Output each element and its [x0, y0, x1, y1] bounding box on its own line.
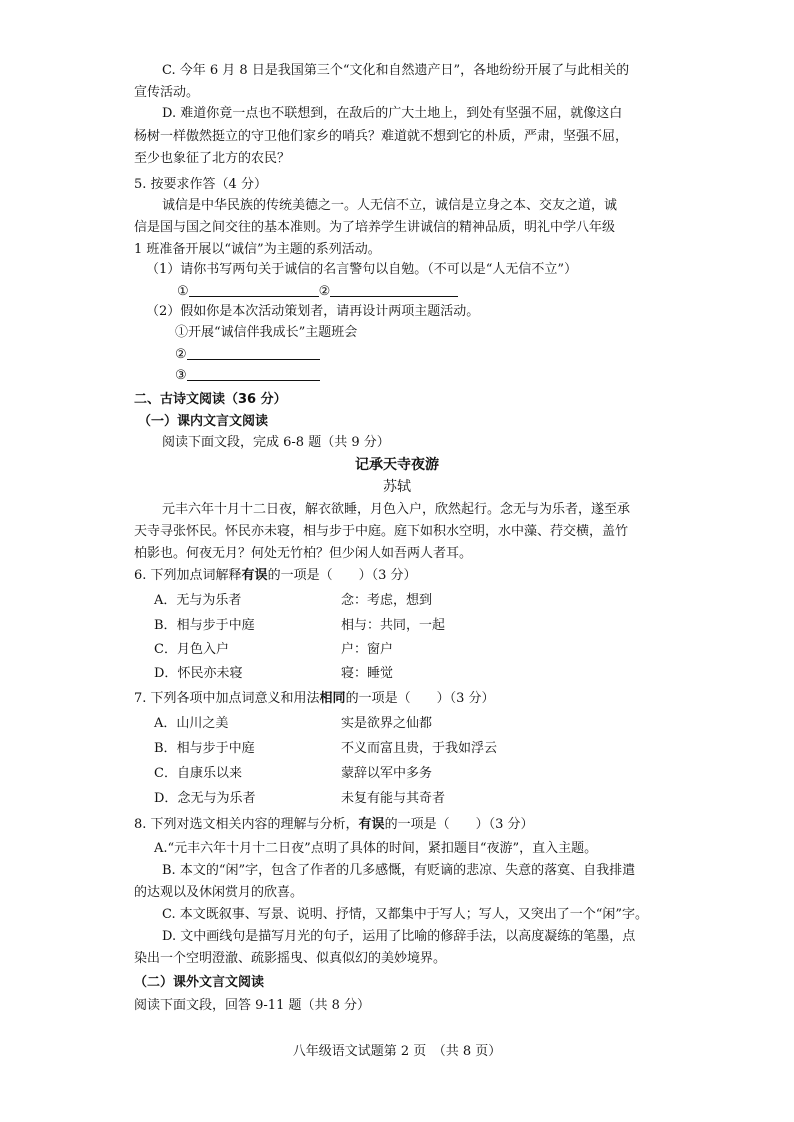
q5-passage-line2: 信是国与国之间交往的基本准则。为了培养学生讲诚信的精神品质，明礼中学八年级: [134, 220, 616, 235]
q6-option-a[interactable]: [154, 592, 241, 610]
q8-option-d-line2: 染出一个空明澄澈、疏影摇曳、似真似幻的美妙境界。: [134, 951, 447, 966]
marker-2: ②: [318, 284, 331, 299]
option-label: A．: [154, 593, 177, 608]
passage-line1: 元丰六年十月十二日夜，解衣欲睡，月色入户，欣然起行。念无与为乐者，遂至承: [162, 502, 631, 517]
q8-option-b-line1[interactable]: B. 本文的“闲”字，包含了作者的几多感慨，有贬谪的悲凉、失意的落寞、自我排遣: [162, 863, 636, 878]
option-label: C．: [154, 642, 177, 657]
passage-title: 记承天寺夜游: [355, 457, 439, 473]
q8-head-em: 有误: [358, 817, 385, 832]
q6-option-c-expl: 户：窗户: [341, 642, 394, 657]
option-phrase: 怀民亦未寝: [177, 666, 243, 681]
answer-blank-2[interactable]: [330, 282, 458, 297]
option-c-line2: 宣传活动。: [134, 85, 200, 100]
option-label: C．: [154, 766, 177, 781]
marker-3: ③: [175, 368, 187, 383]
q6-option-b[interactable]: [154, 617, 255, 635]
option-d-line1: D. 难道你竟一点也不联想到，在敌后的广大土地上，到处有坚强不屈，就像这白: [162, 106, 623, 121]
q5-passage-line1: 诚信是中华民族的传统美德之一。人无信不立，诚信是立身之本、交友之道，诚: [162, 198, 618, 213]
q7-option-d-right: 未复有能与其奇者: [341, 791, 446, 806]
option-left: 念无与为乐者: [177, 791, 256, 806]
q7-head-a: 7. 下列各项中加点词意义和用法: [134, 691, 320, 706]
q7-option-d[interactable]: [154, 790, 255, 808]
q5-sub2: （2）假如你是本次活动策划者，请再设计两项主题活动。: [146, 304, 480, 319]
q7-option-b[interactable]: [154, 740, 255, 758]
q5-sub2-activity2: [175, 345, 320, 364]
q6-head-a: 6. 下列加点词解释: [134, 568, 242, 583]
part1-instruction: 阅读下面文段，完成 6-8 题（共 9 分）: [162, 435, 390, 450]
q8-head-b: 的一项是（ ）（3 分）: [384, 817, 534, 832]
option-label: D．: [154, 666, 178, 681]
q6-head-b: 的一项是（ ）（3 分）: [267, 568, 417, 583]
option-phrase: 相与步于中庭: [176, 618, 255, 633]
passage-author: 苏轼: [383, 479, 411, 495]
passage-line3: 柏影也。何夜无月？何处无竹柏？但少闲人如吾两人者耳。: [134, 546, 473, 561]
option-label: B．: [154, 741, 177, 756]
q8-option-a[interactable]: A.“元丰六年十月十二日夜”点明了具体的时间，紧扣题目“夜游”，直入主题。: [154, 841, 598, 856]
q6-option-b-expl: 相与：共同，一起: [341, 618, 446, 633]
q5-heading: 5. 按要求作答（4 分）: [134, 177, 267, 192]
q6-option-c[interactable]: [154, 641, 229, 659]
option-label: D．: [154, 791, 178, 806]
q6-option-d-expl: 寝：睡觉: [341, 666, 394, 681]
q5-sub1: （1）请你书写两句关于诚信的名言警句以自勉。（不可以是“人无信不立”）: [146, 262, 578, 277]
q7-head-em: 相同: [319, 691, 346, 706]
q6-heading: [134, 567, 416, 585]
passage-line2: 天寺寻张怀民。怀民亦未寝，相与步于中庭。庭下如积水空明，水中藻、荇交横，盖竹: [134, 524, 629, 539]
q7-option-b-right: 不义而富且贵，于我如浮云: [341, 741, 498, 756]
marker-1: ①: [177, 284, 189, 299]
q8-option-b-line2: 的达观以及休闲赏月的欣喜。: [134, 885, 304, 900]
q7-heading: [134, 690, 494, 708]
q5-passage-line3: 1 班准备开展以“诚信”为主题的系列活动。: [134, 242, 381, 257]
q6-option-a-expl: 念：考虑，想到: [341, 593, 433, 608]
part2-instruction: 阅读下面文段，回答 9-11 题（共 8 分）: [134, 998, 371, 1013]
q5-sub2-activity1: ①开展“诚信伴我成长”主题班会: [175, 325, 358, 340]
option-label: A．: [154, 716, 177, 731]
q7-head-b: 的一项是（ ）（3 分）: [345, 691, 495, 706]
option-c-line1: C. 今年 6 月 8 日是我国第三个“文化和自然遗产日”，各地纷纷开展了与此相关的: [162, 63, 630, 78]
q8-option-c[interactable]: C. 本文既叙事、写景、说明、抒情，又都集中于写人；写人，又突出了一个“闲”字。: [162, 907, 649, 922]
q6-option-d[interactable]: [154, 665, 242, 683]
marker-2: ②: [175, 347, 187, 362]
q7-option-a[interactable]: [154, 715, 228, 733]
q5-sub1-answers: [177, 282, 458, 301]
part1-heading: （一）课内文言文阅读: [138, 414, 269, 429]
option-d-line3: 至少也象征了北方的农民？: [134, 151, 291, 166]
q5-sub2-activity3: [175, 366, 320, 385]
activity-blank-3[interactable]: [187, 366, 320, 381]
option-phrase: 月色入户: [176, 642, 229, 657]
option-phrase: 无与为乐者: [176, 593, 242, 608]
part2-heading: （二）课外文言文阅读: [134, 975, 265, 990]
q7-option-a-right: 实是欲界之仙都: [341, 716, 433, 731]
activity-blank-2[interactable]: [187, 345, 320, 360]
page-footer: 八年级语文试题第 2 页 （共 8 页）: [292, 1044, 502, 1059]
q8-heading: [134, 816, 533, 834]
q7-option-c[interactable]: [154, 765, 242, 783]
option-left: 山川之美: [176, 716, 229, 731]
option-d-line2: 杨树一样傲然挺立的守卫他们家乡的哨兵？难道就不想到它的朴质，严肃，坚强不屈，: [134, 129, 629, 144]
section2-heading: 二、古诗文阅读（36 分）: [134, 392, 287, 407]
q8-option-d-line1[interactable]: D. 文中画线句是描写月光的句子，运用了比喻的修辞手法，以高度凝练的笔墨，点: [162, 929, 636, 944]
answer-blank-1[interactable]: [189, 282, 319, 297]
option-left: 相与步于中庭: [176, 741, 255, 756]
q8-head-a: 8. 下列对选文相关内容的理解与分析，: [134, 817, 359, 832]
option-left: 自康乐以来: [176, 766, 242, 781]
option-label: B．: [154, 618, 177, 633]
q6-head-em: 有误: [241, 568, 268, 583]
q7-option-c-right: 蒙辞以军中多务: [341, 766, 433, 781]
